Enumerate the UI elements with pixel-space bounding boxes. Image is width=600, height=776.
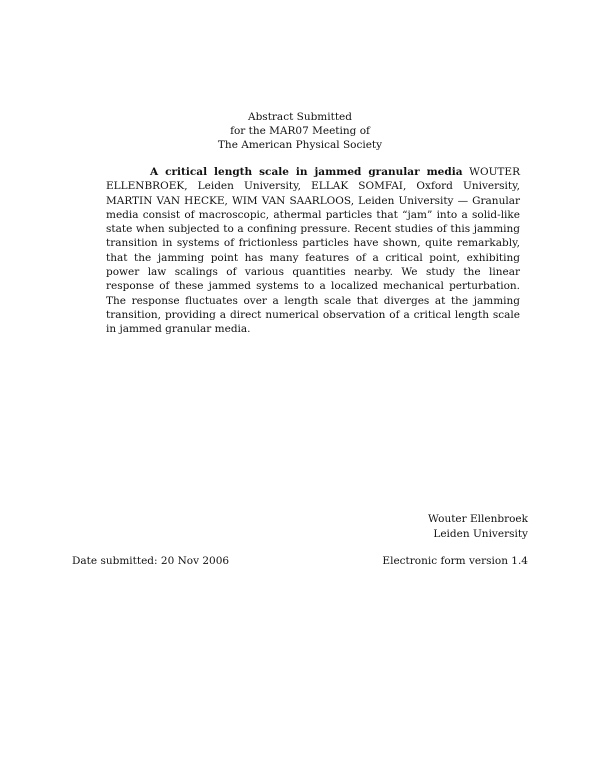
submission-header [0, 110, 600, 152]
abstract-title: A critical length scale in jammed granular media [150, 166, 463, 178]
header-line-abstract-submitted: Abstract Submitted [248, 111, 352, 123]
form-version: Electronic form version 1.4 [382, 555, 528, 567]
date-submitted: Date submitted: 20 Nov 2006 [72, 555, 230, 567]
abstract-body: Granular media consist of macroscopic, athermal particles that “jam” into a solid-like state when subjected to a confining pressure. Recent studies of this jamming transition in systems of frictionless particles have shown, quite remarkably, that the jamming point has many features of a critical point, exhibiting power law scalings of various quantities nearby. We study the linear response of these jammed systems to a localized mechanical perturbation. The response fluctuates over a length scale that diverges at the jamming transition, providing a direct numerical observation of a critical length scale in jammed granular media. [106, 194, 520, 336]
abstract-separator: — [457, 194, 469, 207]
signature-affiliation: Leiden University [433, 527, 528, 540]
signature-name: Wouter Ellenbroek [428, 513, 528, 525]
abstract-authors: WOUTER ELLENBROEK, Leiden University, ELLAK SOMFAI, Oxford University, MARTIN VAN HECKE, WIM VAN SAARLOOS, Leiden University [106, 166, 520, 207]
abstract-paragraph [106, 165, 520, 337]
signature-block [428, 512, 528, 541]
header-line-society: The American Physical Society [217, 139, 383, 151]
header-line-meeting: for the MAR07 Meeting of [230, 125, 370, 137]
